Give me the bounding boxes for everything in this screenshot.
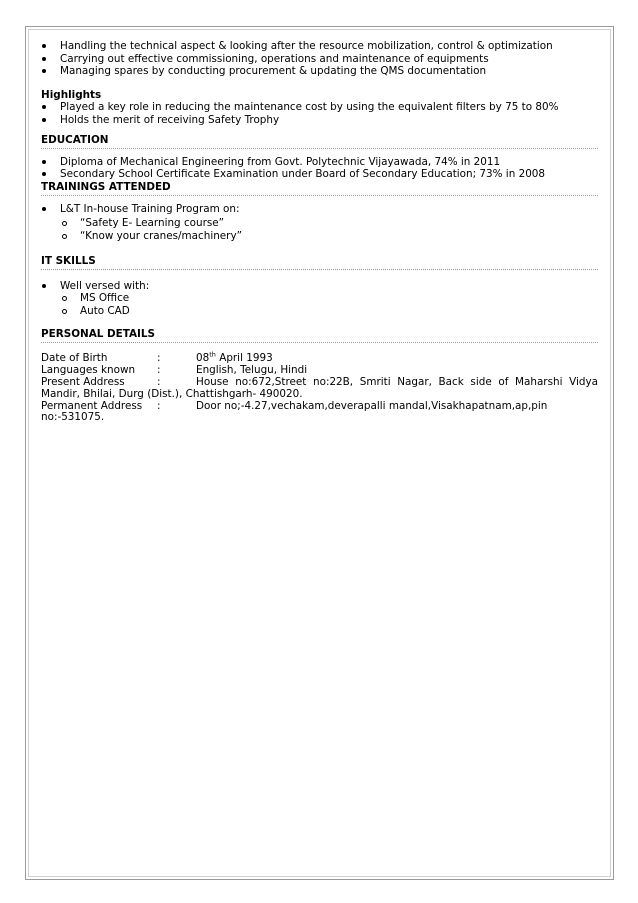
languages-label: Languages known — [41, 364, 136, 377]
training-sub-item: “Know your cranes/machinery” — [61, 230, 598, 243]
present-address-row — [41, 377, 598, 401]
education-item: Diploma of Mechanical Engineering from Govt. Polytechnic Vijayawada, 74% in 2011 — [41, 156, 598, 169]
languages-value: English, Telugu, Hindi — [196, 364, 308, 377]
training-sub-item: “Safety E- Learning course” — [61, 217, 598, 230]
it-skills-heading: IT SKILLS — [41, 255, 598, 270]
training-item: L&T In-house Training Program on: — [41, 203, 598, 216]
highlight-item: Holds the merit of receiving Safety Trophy — [41, 114, 598, 127]
colon: : — [157, 364, 161, 377]
education-list — [41, 156, 598, 181]
it-skill-item: Well versed with: — [41, 280, 598, 293]
experience-item: Managing spares by conducting procurement & updating the QMS documentation — [41, 65, 598, 78]
present-address-label: Present Address — [41, 375, 125, 388]
dob-value: 08th April 1993 — [196, 350, 273, 365]
it-skills-list — [41, 280, 598, 293]
education-item: Secondary School Certificate Examination under Board of Secondary Education; 73% in 2008 — [41, 168, 598, 181]
permanent-address-value: Door no;-4.27,vechakam,deverapalli mandal,Visakhapatnam,ap,pin no:-531075. — [41, 399, 548, 424]
highlights-heading: Highlights — [41, 88, 102, 101]
highlights-list — [41, 101, 598, 126]
present-address-value: House no:672,Street no:22B, Smriti Nagar, Back side of Maharshi Vidya Mandir, Bhilai, Durg (Dist.), Chattishgarh- 490020. — [41, 375, 598, 400]
colon: : — [157, 399, 161, 412]
personal-details — [41, 350, 598, 424]
permanent-address-row — [41, 401, 598, 425]
education-heading: EDUCATION — [41, 134, 598, 149]
it-skills-sub-list — [41, 292, 598, 317]
highlight-item: Played a key role in reducing the maintenance cost by using the equivalent filters by 75 to 80% — [41, 101, 598, 114]
colon: : — [157, 352, 161, 365]
experience-list — [41, 40, 598, 78]
experience-item: Handling the technical aspect & looking after the resource mobilization, control & optimization — [41, 40, 598, 53]
experience-item: Carrying out effective commissioning, operations and maintenance of equipments — [41, 53, 598, 66]
trainings-list — [41, 203, 598, 216]
colon: : — [157, 375, 161, 388]
permanent-address-label: Permanent Address — [41, 399, 143, 412]
resume-content — [41, 40, 598, 424]
training-sub-list — [41, 217, 598, 242]
it-skill-sub-item: Auto CAD — [61, 305, 598, 318]
dob-label: Date of Birth — [41, 352, 108, 365]
personal-details-heading: PERSONAL DETAILS — [41, 328, 598, 343]
trainings-heading: TRAININGS ATTENDED — [41, 181, 598, 196]
it-skill-sub-item: MS Office — [61, 292, 598, 305]
